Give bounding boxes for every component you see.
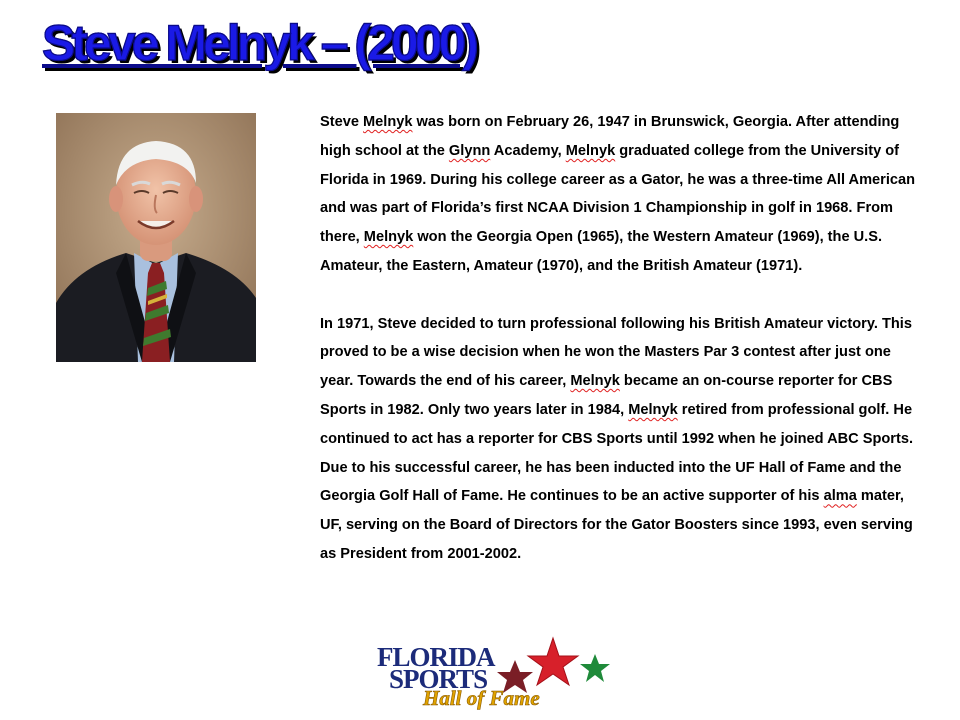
spellcheck-flagged-word: alma <box>823 488 857 505</box>
bio-text-segment: was born on February 26, 1947 in Brunswick, Georgia. After attending high school at the <box>320 114 900 159</box>
portrait-photo <box>56 113 256 362</box>
bio-text-segment: In 1971, Steve decided to turn professional following his British Amateur victory. This proved to be a wise decision when he won the Masters Par 3 contest after just one year. Towards the end of his career, <box>320 315 912 390</box>
bio-text-segment: Steve <box>320 114 363 130</box>
spellcheck-flagged-word: Melnyk <box>570 373 620 390</box>
bio-text-segment: retired from professional golf. He continued to act has a reporter for CBS Sports until 1992 when he joined ABC Sports. Due to his successful career, he has been inducted into the UF Hall of Fame and the Georgia Golf Hall of Fame. He continues to be an active supporter of his <box>320 401 914 505</box>
biography <box>320 108 920 569</box>
logo-script-hall-of-fame: Hall of Fame <box>423 686 540 710</box>
spellcheck-flagged-word: Melnyk <box>565 142 616 159</box>
bio-text-segment: became an on-course reporter for CBS Sports in 1982. Only two years later in 1984, <box>320 373 893 418</box>
spellcheck-flagged-word: Melnyk <box>628 401 678 418</box>
spellcheck-flagged-word: Melnyk <box>363 229 414 246</box>
slide-title: Steve Melnyk – (2000) <box>42 15 475 71</box>
bio-text-segment: graduated college from the University of Florida in 1969. During his college career as a Gator, he was a three-time All American and was part of Florida’s first NCAA Division 1 Championship in golf in 1968. From there, <box>320 142 916 246</box>
bio-text-segment: mater, UF, serving on the Board of Directors for the Gator Boosters since 1993, even serving as President from 2001-2002. <box>320 488 913 562</box>
florida-sports-hall-of-fame-logo <box>375 636 620 716</box>
bio-paragraph-2 <box>320 310 920 569</box>
bio-paragraph-1 <box>320 108 920 281</box>
spellcheck-flagged-word: Melnyk <box>363 114 413 130</box>
bio-text-segment: Academy, <box>490 142 566 159</box>
spellcheck-flagged-word: Glynn <box>448 142 491 159</box>
logo-line-florida: FLORIDA <box>377 642 495 672</box>
logo-line-sports: SPORTS <box>389 664 488 694</box>
bio-text-segment: won the Georgia Open (1965), the Western Amateur (1969), the U.S. Amateur, the Eastern, Amateur (1970), and the British Amateur (1971). <box>320 229 883 274</box>
